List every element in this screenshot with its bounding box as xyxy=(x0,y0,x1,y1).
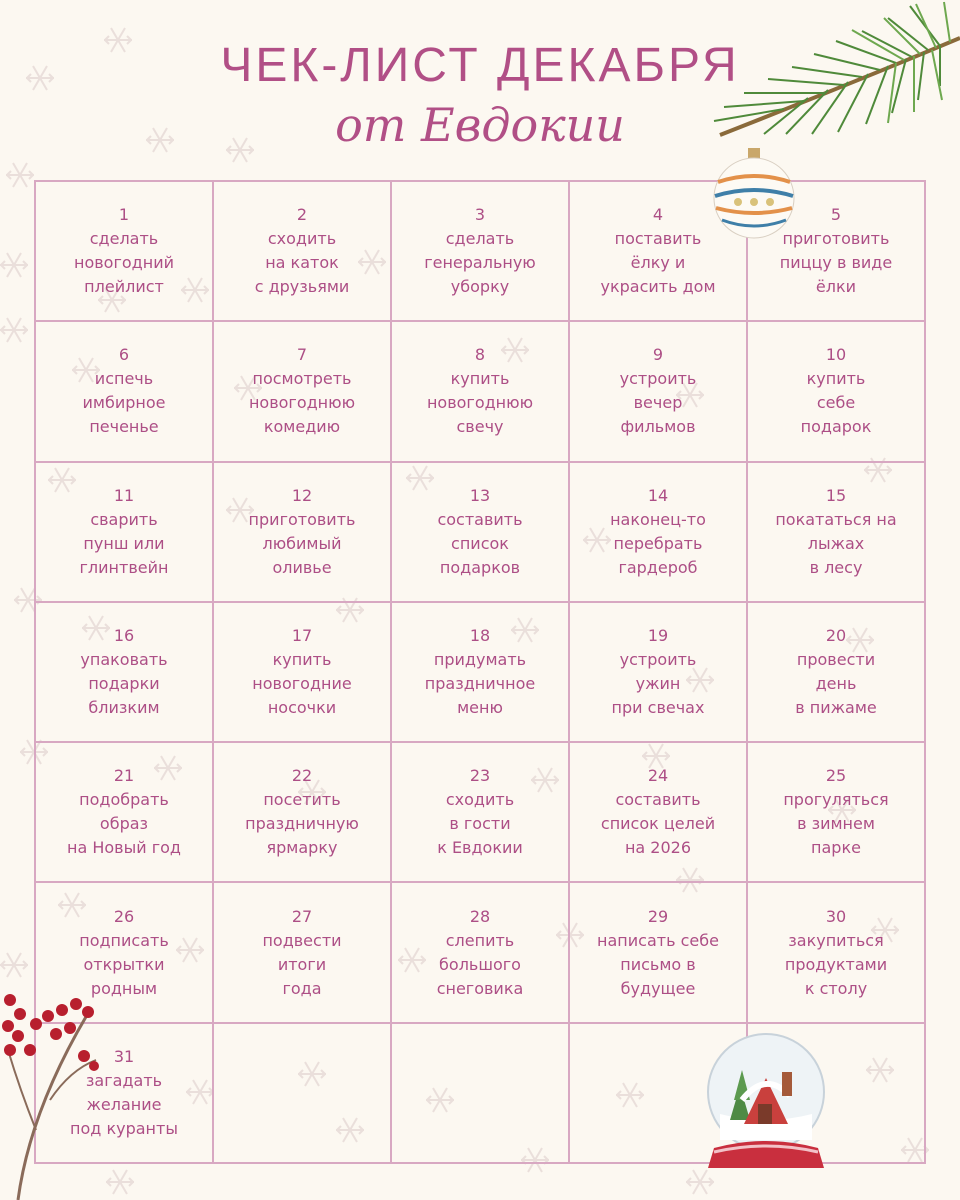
day-task: сделать генеральную уборку xyxy=(424,229,536,297)
day-task: упаковать подарки близким xyxy=(80,649,168,717)
day-task: составить список подарков xyxy=(437,509,523,577)
empty-cell xyxy=(214,1024,392,1164)
day-cell xyxy=(748,463,926,603)
day-number: 26 xyxy=(113,906,135,926)
day-task: устроить вечер фильмов xyxy=(619,369,697,437)
day-cell xyxy=(748,322,926,462)
day-cell xyxy=(392,182,570,322)
day-cell xyxy=(214,463,392,603)
day-number: 14 xyxy=(647,485,669,505)
day-cell xyxy=(214,322,392,462)
day-task: наконец-то перебрать гардероб xyxy=(610,509,706,577)
day-number: 23 xyxy=(469,766,491,786)
day-number: 6 xyxy=(118,345,130,365)
day-number: 31 xyxy=(113,1046,135,1066)
day-number: 4 xyxy=(652,205,664,225)
day-cell xyxy=(392,603,570,743)
day-cell xyxy=(748,743,926,883)
day-number: 20 xyxy=(825,625,847,645)
day-task: поставить ёлку и украсить дом xyxy=(600,229,716,297)
day-cell xyxy=(748,603,926,743)
checklist-grid xyxy=(34,180,926,1164)
day-cell xyxy=(748,883,926,1023)
day-cell xyxy=(570,743,748,883)
day-task: посетить праздничную ярмарку xyxy=(245,790,359,858)
day-task: слепить большого снеговика xyxy=(436,930,524,998)
day-task: устроить ужин при свечах xyxy=(611,649,705,717)
day-task: подвести итоги года xyxy=(262,930,342,998)
day-number: 9 xyxy=(652,345,664,365)
day-number: 7 xyxy=(296,345,308,365)
day-cell xyxy=(392,883,570,1023)
day-task: сварить пунш или глинтвейн xyxy=(79,509,169,577)
day-task: написать себе письмо в будущее xyxy=(597,930,719,998)
page-title: ЧЕК-ЛИСТ ДЕКАБРЯ xyxy=(220,39,740,92)
day-cell xyxy=(214,883,392,1023)
day-number: 17 xyxy=(291,625,313,645)
day-number: 24 xyxy=(647,766,669,786)
page-subtitle: от Евдокии xyxy=(335,98,625,152)
day-number: 13 xyxy=(469,485,491,505)
day-task: загадать желание под куранты xyxy=(70,1070,178,1138)
day-number: 11 xyxy=(113,485,135,505)
day-cell xyxy=(214,743,392,883)
day-number: 12 xyxy=(291,485,313,505)
day-number: 5 xyxy=(830,205,842,225)
day-cell xyxy=(570,322,748,462)
day-number: 1 xyxy=(118,205,130,225)
day-cell xyxy=(36,603,214,743)
day-number: 22 xyxy=(291,766,313,786)
day-number: 15 xyxy=(825,485,847,505)
day-task: закупиться продуктами к столу xyxy=(784,930,888,998)
day-task: придумать праздничное меню xyxy=(424,649,536,717)
day-cell xyxy=(36,463,214,603)
day-task: купить новогодние носочки xyxy=(252,649,352,717)
day-task: посмотреть новогоднюю комедию xyxy=(248,369,356,437)
day-number: 21 xyxy=(113,766,135,786)
day-task: сходить на каток с друзьями xyxy=(254,229,350,297)
day-task: сходить в гости к Евдокии xyxy=(437,790,523,858)
day-number: 2 xyxy=(296,205,308,225)
day-task: подобрать образ на Новый год xyxy=(67,790,181,858)
berry-branch-icon xyxy=(0,990,110,1200)
day-number: 8 xyxy=(474,345,486,365)
day-task: купить себе подарок xyxy=(800,369,872,437)
empty-cell xyxy=(392,1024,570,1164)
day-number: 16 xyxy=(113,625,135,645)
day-cell xyxy=(392,322,570,462)
day-cell xyxy=(570,883,748,1023)
day-cell xyxy=(570,603,748,743)
day-number: 28 xyxy=(469,906,491,926)
day-cell xyxy=(214,603,392,743)
day-cell xyxy=(36,743,214,883)
day-task: купить новогоднюю свечу xyxy=(426,369,534,437)
day-number: 25 xyxy=(825,766,847,786)
day-number: 18 xyxy=(469,625,491,645)
day-number: 29 xyxy=(647,906,669,926)
day-task: составить список целей на 2026 xyxy=(600,790,716,858)
day-cell xyxy=(392,463,570,603)
day-number: 10 xyxy=(825,345,847,365)
day-number: 30 xyxy=(825,906,847,926)
day-task: провести день в пижаме xyxy=(795,649,877,717)
day-number: 27 xyxy=(291,906,313,926)
ornament-icon xyxy=(708,146,800,240)
day-task: приготовить пиццу в виде ёлки xyxy=(779,229,893,297)
day-task: сделать новогодний плейлист xyxy=(74,229,174,297)
day-number: 19 xyxy=(647,625,669,645)
snow-globe-icon xyxy=(700,1030,836,1172)
day-number: 3 xyxy=(474,205,486,225)
day-task: испечь имбирное печенье xyxy=(82,369,166,437)
day-task: подписать открытки родным xyxy=(79,930,169,998)
day-cell xyxy=(36,182,214,322)
day-task: покататься на лыжах в лесу xyxy=(775,509,897,577)
day-cell xyxy=(392,743,570,883)
day-task: приготовить любимый оливье xyxy=(248,509,356,577)
day-cell xyxy=(570,463,748,603)
day-cell xyxy=(36,322,214,462)
day-task: прогуляться в зимнем парке xyxy=(783,790,889,858)
day-cell xyxy=(214,182,392,322)
